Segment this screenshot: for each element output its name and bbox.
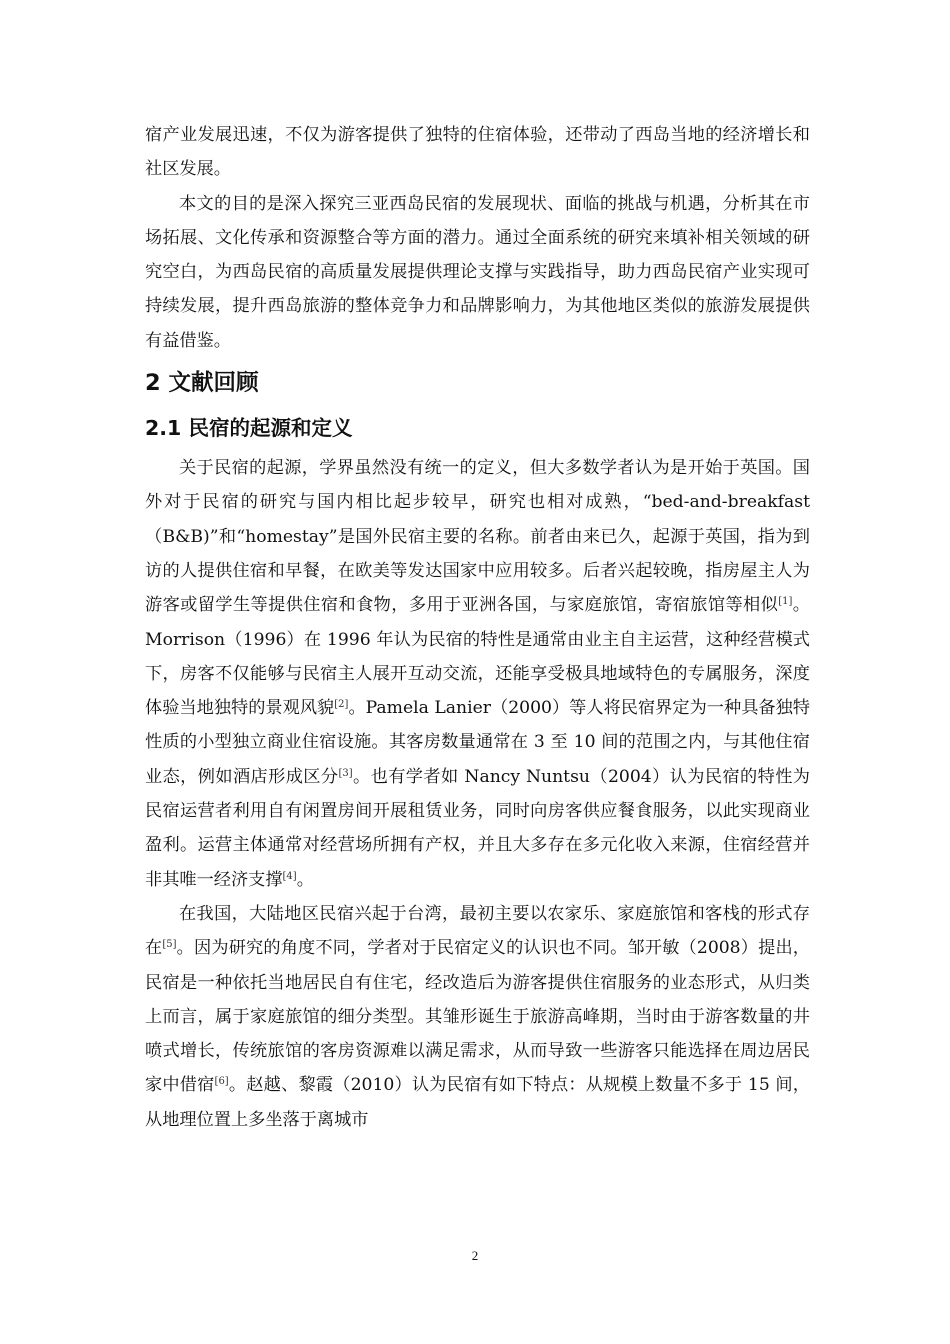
citation-marker: [1]: [778, 596, 793, 608]
subsection-paragraphs: [145, 451, 810, 1137]
paragraph-text: 。也有学者如 Nancy Nuntsu（2004）认为民宿的特性为民宿运营者利用自有闲置房间开展租赁业务，同时向房客供应餐食服务，以此实现商业盈利。运营主体通常对经营场所拥有产权，并且大多存在多元化收入来源，住宿经营并非其唯一经济支撑: [145, 766, 810, 890]
citation-marker: [2]: [334, 699, 349, 711]
paragraph-text: 。Morrison（1996）在 1996 年认为民宿的特性是通常由业主自主运营，这种经营模式下，房客不仅能够与民宿主人展开互动交流，还能享受极具地域特色的专属服务，深度体验当地独特的景观风貌: [145, 595, 810, 719]
citation-marker: [5]: [162, 939, 177, 951]
paragraph: [145, 187, 810, 358]
paragraph-text: 。Pamela Lanier（2000）等人将民宿界定为一种具备独特性质的小型独立商业住宿设施。其客房数量通常在 3 至 10 间的范围之内，与其他住宿业态，例如酒店形成区分: [145, 698, 810, 787]
paragraph-text: 关于民宿的起源，学界虽然没有统一的定义，但大多数学者认为是开始于英国。国外对于民宿的研究与国内相比起步较早，研究也相对成熟，“bed-and-breakfast（B&B)”和“homestay”是国外民宿主要的名称。前者由来已久，起源于英国，指为到访的人提供住宿和早餐，在欧美等发达国家中应用较多。后者兴起较晚，指房屋主人为游客或留学生等提供住宿和食物，多用于亚洲各国，与家庭旅馆，寄宿旅馆等相似: [145, 458, 810, 616]
page-body: [145, 118, 810, 1137]
paragraph-text: 。因为研究的角度不同，学者对于民宿定义的认识也不同。邹开敏（2008）提出，民宿是一种依托当地居民自有住宅，经改造后为游客提供住宿服务的业态形式，从归类上而言，属于家庭旅馆的细分类型。其雏形诞生于旅游高峰期，当时由于游客数量的井喷式增长，传统旅馆的客房资源难以满足需求，从而导致一些游客只能选择在周边居民家中借宿: [145, 938, 810, 1096]
paragraph: [145, 897, 810, 1137]
subsection-heading: 2.1 民宿的起源和定义: [145, 416, 353, 441]
citation-marker: [6]: [214, 1076, 229, 1088]
paragraph-text: 。赵越、黎霞（2010）认为民宿有如下特点：从规模上数量不多于 15 间，从地理位置上多坐落于离城市: [145, 1075, 810, 1130]
paragraph-text: 本文的目的是深入探究三亚西岛民宿的发展现状、面临的挑战与机遇，分析其在市场拓展、文化传承和资源整合等方面的潜力。通过全面系统的研究来填补相关领域的研究空白，为西岛民宿的高质量发展提供理论支撑与实践指导，助力西岛民宿产业实现可持续发展，提升西岛旅游的整体竞争力和品牌影响力，为其他地区类似的旅游发展提供有益借鉴。: [145, 193, 810, 351]
intro-paragraphs: [145, 118, 810, 358]
paragraph-text: 。: [296, 869, 314, 890]
paragraph-text: 宿产业发展迅速，不仅为游客提供了独特的住宿体验，还带动了西岛当地的经济增长和社区发展。: [145, 125, 810, 180]
paragraph: [145, 118, 810, 187]
citation-marker: [4]: [282, 870, 297, 882]
paragraph-text: 在我国，大陆地区民宿兴起于台湾，最初主要以农家乐、家庭旅馆和客栈的形式存在: [145, 903, 810, 959]
paragraph: [145, 451, 810, 897]
section-heading: 2 文献回顾: [145, 370, 259, 397]
page-number: 2: [471, 1248, 479, 1263]
citation-marker: [3]: [338, 767, 353, 779]
